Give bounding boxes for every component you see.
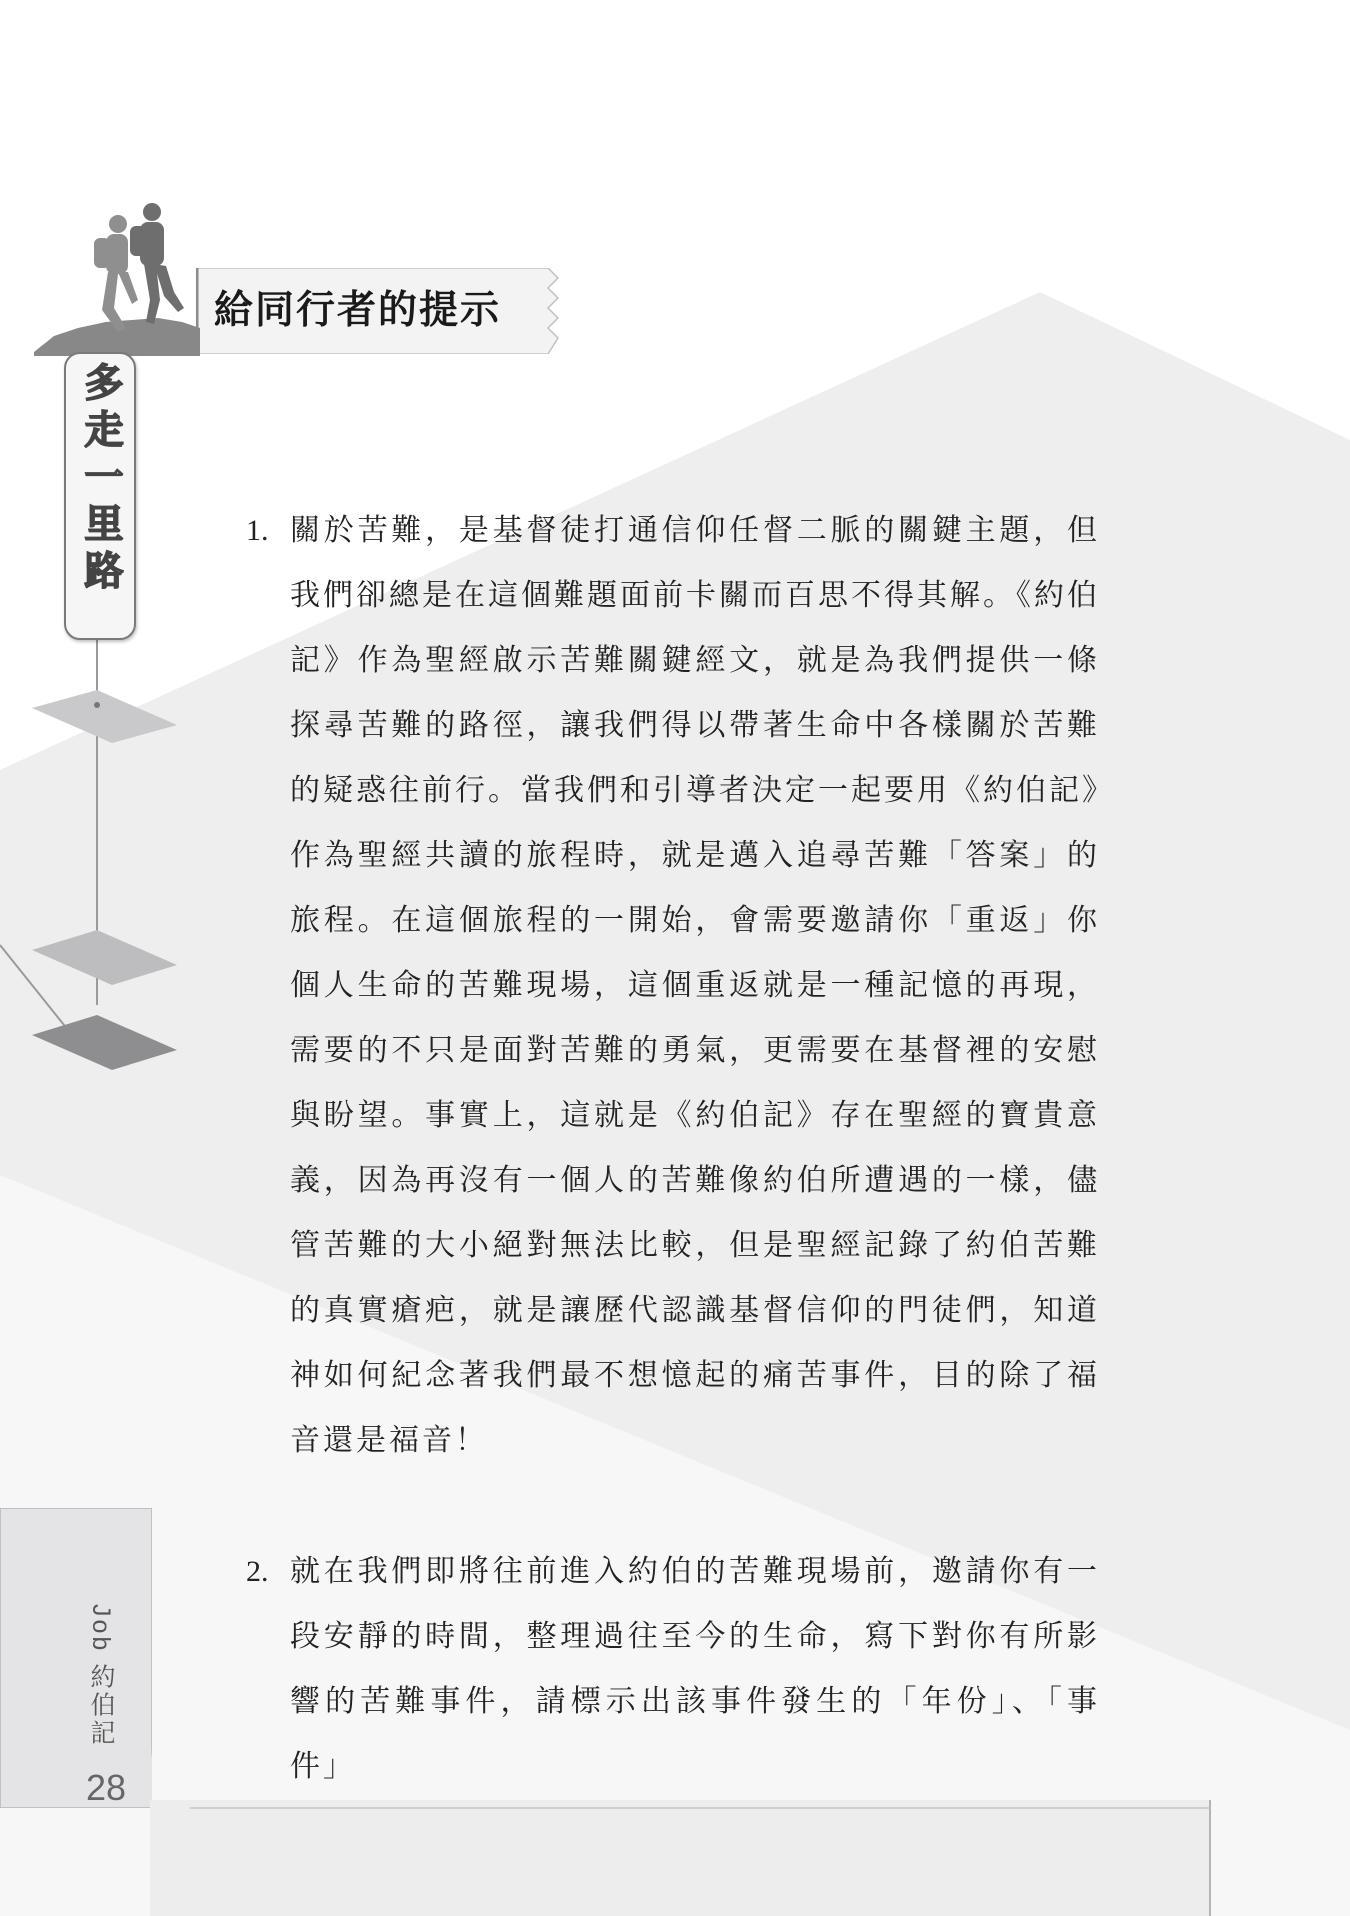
- list-item-text: 就在我們即將往前進入約伯的苦難現場前，邀請你有一段安靜的時間，整理過往至今的生命，寫下對你有所影響的苦難事件，請標示出該事件發生的「年份」、「事件」: [290, 1554, 1100, 1784]
- list-item: [246, 1539, 1101, 1799]
- list-item-text: 關於苦難，是基督徒打通信仰任督二脈的關鍵主題，但我們卻總是在這個難題面前卡關而百思不得其解。《約伯記》作為聖經啟示苦難關鍵經文，就是為我們提供一條探尋苦難的路徑，讓我們得以帶著生命中各樣關於苦難的疑惑往前行。當我們和引導者決定一起要用《約伯記》作為聖經共讀的旅程時，就是邁入追尋苦難「答案」的旅程。在這個旅程的一開始，會需要邀請你「重返」你個人生命的苦難現場，這個重返就是一種記憶的再現，需要的不只是面對苦難的勇氣，更需要在基督裡的安慰與盼望。事實上，這就是《約伯記》存在聖經的寶貴意義，因為再沒有一個人的苦難像約伯所遭遇的一樣，儘管苦難的大小絕對無法比較，但是聖經記錄了約伯苦難的真實瘡疤，就是讓歷代認識基督信仰的門徒們，知道神如何紀念著我們最不想憶起的痛苦事件，目的除了福音還是福音！: [290, 513, 1100, 1458]
- hiker-right-silhouette: [130, 203, 184, 324]
- footer-bar-fill: [150, 1800, 1210, 1916]
- body-text: [246, 498, 1101, 1799]
- vertical-series-title: [64, 352, 136, 640]
- vertical-series-title-text: 多走一里路: [78, 362, 123, 597]
- list-item-number: 2.: [246, 1555, 269, 1588]
- footer-bar: [150, 1800, 1220, 1916]
- list-item: [246, 498, 1101, 1473]
- connector-dot: [94, 702, 100, 708]
- section-title: 給同行者的提示: [214, 288, 502, 333]
- list-item-number: 1.: [246, 514, 269, 547]
- hikers-silhouette-icon: [34, 196, 200, 356]
- side-tab-shape: [0, 1508, 152, 1808]
- book-title: Job 約伯記: [87, 1604, 115, 1748]
- page-number: 28: [85, 1767, 127, 1808]
- book-side-tab: [0, 1508, 152, 1808]
